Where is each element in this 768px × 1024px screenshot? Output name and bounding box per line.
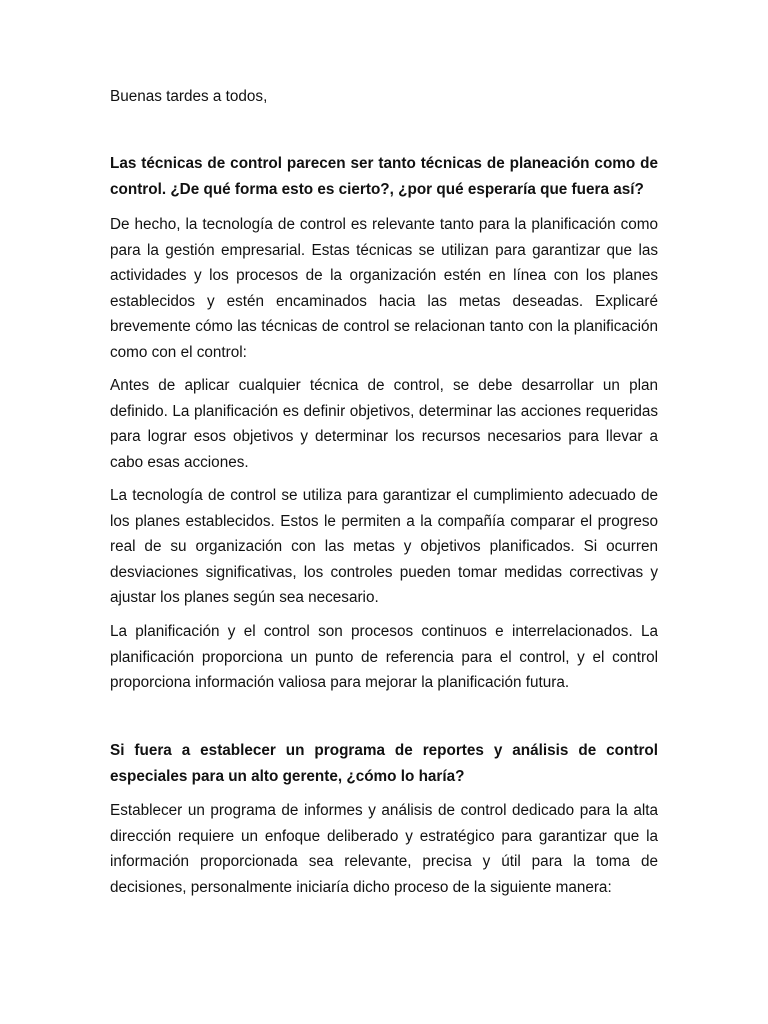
greeting: Buenas tardes a todos, — [110, 88, 268, 105]
question-1-heading: Las técnicas de control parecen ser tanto técnicas de planeación como de control. ¿De qué forma esto es cierto?, ¿por qué esperaría que fuera así? — [110, 155, 658, 198]
question-2-heading: Si fuera a establecer un programa de reportes y análisis de control especiales para un alto gerente, ¿cómo lo haría? — [110, 742, 658, 785]
answer-1-paragraph-4: La planificación y el control son procesos continuos e interrelacionados. La planificación proporciona un punto de referencia para el control, y el control proporciona información valiosa para mejorar la planificación futura. — [110, 623, 658, 692]
answer-1-paragraph-1: De hecho, la tecnología de control es relevante tanto para la planificación como para la gestión empresarial. Estas técnicas se utilizan para garantizar que las actividades y los procesos de la organización estén en línea con los planes establecidos y estén encaminados hacia las metas deseadas. Explicaré brevemente cómo las técnicas de control se relacionan tanto con la planificación como con el control: — [110, 216, 658, 361]
answer-1-paragraph-3: La tecnología de control se utiliza para garantizar el cumplimiento adecuado de los planes establecidos. Estos le permiten a la compañía comparar el progreso real de su organización con las metas y objetivos planificados. Si ocurren desviaciones significativas, los controles pueden tomar medidas correctivas y ajustar los planes según sea necesario. — [110, 487, 658, 607]
answer-2-paragraph-1: Establecer un programa de informes y análisis de control dedicado para la alta dirección requiere un enfoque deliberado y estratégico para garantizar que la información proporcionada sea relevante, precisa y útil para la toma de decisiones, personalmente iniciaría dicho proceso de la siguiente manera: — [110, 802, 658, 896]
answer-1-paragraph-2: Antes de aplicar cualquier técnica de control, se debe desarrollar un plan definido. La planificación es definir objetivos, determinar las acciones requeridas para lograr esos objetivos y determinar los recursos necesarios para llevar a cabo esas acciones. — [110, 377, 658, 471]
document-page — [110, 0, 658, 1024]
